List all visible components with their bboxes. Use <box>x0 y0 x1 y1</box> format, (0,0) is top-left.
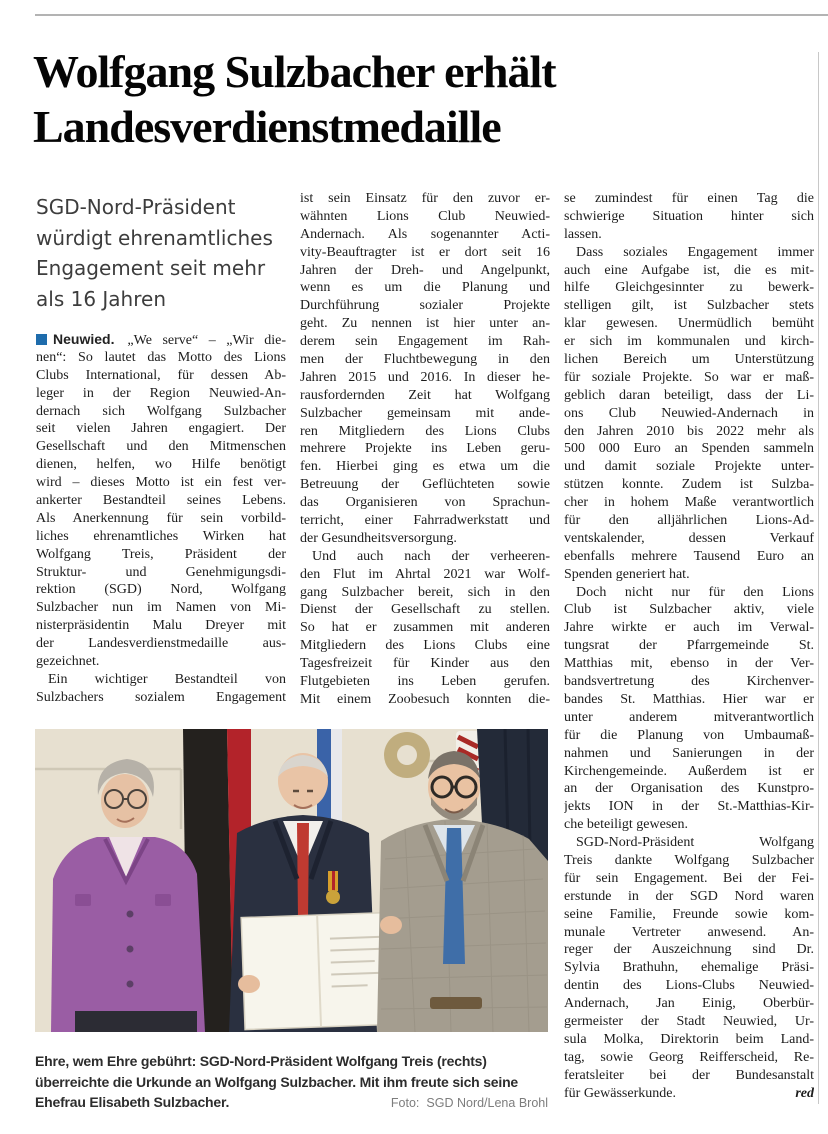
body-line: Andernach. Als sogenannter Acti- <box>300 226 550 242</box>
body-line: dienen, helfen, wo Hilfe benötigt <box>36 457 286 473</box>
article-subheadline <box>36 192 286 314</box>
body-line: Gesellschaft und den Mitmenschen <box>36 439 286 455</box>
body-line: rektion (SGD) Nord, Wolfgang <box>36 582 286 598</box>
body-line: Als Anerkennung für sein vorbild- <box>36 510 286 526</box>
body-line: Treis dankte Wolfgang Sulzbacher <box>564 852 814 868</box>
body-line: SGD-Nord-Präsident Wolfgang <box>576 835 814 851</box>
body-line: nen“: So lautet das Motto des Lions <box>36 349 286 365</box>
body-line: cher in hohem Maße verantwortlich <box>564 495 814 511</box>
body-line: fen. Hierbei ging es etwa um die <box>300 459 550 475</box>
body-line: und damit soziale Projekte unter- <box>564 459 814 475</box>
body-line: dentin des Lions-Clubs Neuwied- <box>564 978 814 994</box>
body-line: gang Sulzbacher bereit, sich in den <box>300 584 550 600</box>
body-line: liches ehrenamtliches Wirken hat <box>36 528 286 544</box>
body-line: Kirchengemeinde. Außerdem ist er <box>564 763 814 779</box>
subhead-line: Engagement seit mehr <box>36 256 266 280</box>
body-line: hilfe Gleichgesinnter zu bewerk- <box>564 280 814 296</box>
photo-illustration <box>35 729 548 1032</box>
body-line: gezeichnet. <box>36 654 100 670</box>
top-rule <box>35 14 828 16</box>
body-line: jekts ION in der St.-Matthias-Kir- <box>564 799 814 815</box>
body-line: sula Molka, Direktorin beim Land- <box>564 1031 814 1047</box>
photo-man-right-hand <box>380 916 402 934</box>
body-line: Clubs International, für dessen Ab- <box>36 367 286 383</box>
body-line: für sein Engagement. Bei der Fei- <box>564 870 814 886</box>
body-line: das Organisieren von Sprachun- <box>300 495 550 511</box>
body-line: wähnten Lions Club Neuwied- <box>300 208 550 224</box>
body-line: Doch nicht nur für den Lions <box>576 584 814 600</box>
photo-medal <box>326 890 340 904</box>
body-line: der Gesundheitsversorgung. <box>300 530 457 546</box>
body-line: erstunde in der SGD Nord waren <box>564 888 814 904</box>
body-line <box>564 1085 814 1103</box>
body-line: den Jahren 2010 bis 2022 mehr als <box>564 423 814 439</box>
photo-caption <box>35 1051 548 1114</box>
photo-woman-face <box>101 774 149 828</box>
body-line: lichen Bereich um Unterstützung <box>564 352 814 368</box>
body-line: unter anderem mitverantwortlich <box>564 709 814 725</box>
body-line: ebenfalls mehrere Tausend Euro an <box>564 548 814 564</box>
body-line: Jahren der Dreh- und Angelpunkt, <box>300 262 550 278</box>
body-line: reger der Auszeichnung sind Dr. <box>564 942 814 958</box>
body-line: ankerter Bestandteil seines Lebens. <box>36 493 286 509</box>
body-line: Sylvia Brathuhn, ehemalige Präsi- <box>564 960 814 976</box>
body-line: der Landesverdienstmedaille aus- <box>36 636 286 652</box>
caption-line <box>35 1092 548 1114</box>
subhead-line: SGD-Nord-Präsident <box>36 195 236 219</box>
caption-line: Ehre, wem Ehre gebührt: SGD-Nord-Präsident Wolfgang Treis (rechts) <box>35 1053 487 1069</box>
body-line: se zumindest für einen Tag die <box>564 191 814 206</box>
subhead-line: würdigt ehrenamtliches <box>36 225 273 250</box>
body-line: Club ist Sulzbacher aktiv, viele <box>564 602 814 618</box>
body-line: Und auch nach der verheeren- <box>312 548 550 564</box>
body-line: ons Club Neuwied-Andernach in <box>564 405 814 421</box>
body-line: 500 000 Euro an Spenden sammeln <box>564 441 814 457</box>
body-line: germeister der Stadt Neuwied, Ur- <box>564 1013 814 1029</box>
body-line: Mit einem Zoobesuch konnten die- <box>300 691 550 707</box>
photo-wreath-ornament <box>384 732 430 778</box>
body-line: che beteiligt gewesen. <box>564 817 689 833</box>
body-line: nahmen und Sanierungen in der <box>564 745 814 761</box>
body-line: lassen. <box>564 226 602 242</box>
body-line: Flutgebieten ins Leben gerufen. <box>300 674 550 690</box>
body-line: vity-Beauftragter ist er dort seit 16 <box>300 244 550 260</box>
body-line: Dienst der Gesellschaft zu stellen. <box>300 602 550 618</box>
caption-line: überreichte die Urkunde an Wolfgang Sulzbacher. Mit ihm freute sich seine <box>35 1073 519 1090</box>
photo-credit-label: Foto: <box>390 1096 420 1110</box>
column-right <box>564 190 814 1102</box>
body-line: Jahren 2015 und 2016. In dieser he- <box>300 369 550 385</box>
body-line: rausfordernden Zeit hat Wolfgang <box>300 387 550 403</box>
photo-credit-text: SGD Nord/Lena Brohl <box>426 1096 548 1110</box>
body-line: Jahre wirkte er auch im Verwal- <box>564 620 814 636</box>
body-line: Spenden generiert hat. <box>564 566 690 582</box>
body-line: stelligen gilt, ist Sulzbacher stets <box>564 298 814 314</box>
column-right-text <box>564 190 814 1102</box>
body-line: Matthias mit, ebenso in der Ver- <box>564 656 814 672</box>
body-line: bandes St. Matthias. Hier war er <box>564 691 814 707</box>
article-headline <box>33 44 813 154</box>
body-line: den Flut im Ahrtal 2021 war Wolf- <box>300 566 550 582</box>
body-line: stützen konnte. Zudem ist Sulzba- <box>564 477 814 493</box>
body-line: Sulzbacher gemeinsam mit ande- <box>300 405 550 421</box>
body-line: seine Familie, Freunde sowie kom- <box>564 906 814 922</box>
body-line-text: für Gewässerkunde. <box>564 1085 676 1101</box>
body-line: dernach sich Wolfgang Sulzbacher <box>36 403 286 419</box>
body-line: für den alljährlichen Lions-Ad- <box>564 513 814 529</box>
body-line: bandsvertretung des Kirchenver- <box>564 674 814 690</box>
body-line: Ein wichtiger Bestandteil von <box>48 671 286 687</box>
body-line: auch eine Aufgabe ist, die es mit- <box>564 262 814 278</box>
body-line: nisterpräsidentin Malu Dreyer mit <box>36 618 286 634</box>
headline-line-2: Landesverdienstmedaille <box>33 101 501 152</box>
body-line: munale Vertreter anwesend. An- <box>564 924 814 940</box>
body-line: Durchführung sozialer Projekte <box>300 298 550 314</box>
caption-line-text: Ehefrau Elisabeth Sulzbacher. <box>35 1094 230 1110</box>
body-line: Andernach, Jan Einig, Oberbür- <box>564 996 814 1012</box>
body-line: Sulzbachers sozialem Engagement <box>36 689 286 705</box>
body-line: mehrere Projekte ins Leben geru- <box>300 441 550 457</box>
body-line: terricht, einer Fahrradwerkstatt und <box>300 513 550 529</box>
body-line: Sulzbacher nun im Namen von Mi- <box>36 600 286 616</box>
photo-belt <box>430 997 482 1009</box>
article-photo <box>35 729 548 1032</box>
location-bullet-icon <box>36 334 47 345</box>
body-line: schwierige Situation hinter sich <box>564 208 814 224</box>
body-line: ist sein Einsatz für den zuvor er- <box>300 191 550 206</box>
body-line: wenn es um die Planung und <box>300 280 550 296</box>
body-line: Mitgliedern des Lions Clubs eine <box>300 638 550 654</box>
body-line: für die Planung von Umbaumaß- <box>564 727 814 743</box>
body-line: leger in der Region Neuwied-An- <box>36 385 286 401</box>
body-line: tungsrat der Pfarrgemeinde St. <box>564 638 814 654</box>
body-line: wird – dieses Motto ist ein fest ver- <box>36 475 286 491</box>
body-line: für soziale Projekte. So war er maß- <box>564 369 814 385</box>
body-line: Tagesfreizeit für Kinder aus den <box>300 656 550 672</box>
column-divider-rule <box>818 52 819 1104</box>
body-line: Struktur- und Genehmigungsdi- <box>36 564 286 580</box>
body-line: Neuwied. „We serve“ – „Wir die- <box>36 331 286 349</box>
body-line: an der Organisation des Kunstpro- <box>564 781 814 797</box>
body-line: ren Mitgliedern des Lions Clubs <box>300 423 550 439</box>
photo-certificate <box>241 912 397 1029</box>
body-line: So hat er zusammen mit anderen <box>300 620 550 636</box>
column-middle-text <box>300 190 550 709</box>
body-line: ventskalender, dessen Verkauf <box>564 530 814 546</box>
body-line: seit vielen Jahren engagiert. Der <box>36 421 286 437</box>
body-line: derem sein Engagement im Rah- <box>300 334 550 350</box>
headline-line-1: Wolfgang Sulzbacher erhält <box>33 46 556 97</box>
body-line: men der Fluchtbewegung in den <box>300 352 550 368</box>
body-line: geblich daran beteiligt, dass der Li- <box>564 387 814 403</box>
body-line: Dass soziales Engagement immer <box>576 244 814 260</box>
author-signature: red <box>795 1085 814 1101</box>
body-line: feratsleiter bei der Bundesanstalt <box>564 1067 814 1083</box>
body-line: klar gewesen. Unermüdlich bemüht <box>564 316 814 332</box>
body-line: geht. Zu nennen ist hier unter an- <box>300 316 550 332</box>
body-line: tag, sowie Georg Reifferscheid, Re- <box>564 1049 814 1065</box>
photo-credit <box>391 1093 548 1114</box>
body-line: Betreuung der Geflüchteten sowie <box>300 477 550 493</box>
column-left-text <box>36 331 286 707</box>
body-line: er sich im kommunalen und kirch- <box>564 334 814 350</box>
photo-man-center-hand <box>238 975 260 993</box>
location-label: Neuwied. <box>53 331 126 347</box>
subhead-line: als 16 Jahren <box>36 286 166 311</box>
body-line: Wolfgang Treis, Präsident der <box>36 546 286 562</box>
